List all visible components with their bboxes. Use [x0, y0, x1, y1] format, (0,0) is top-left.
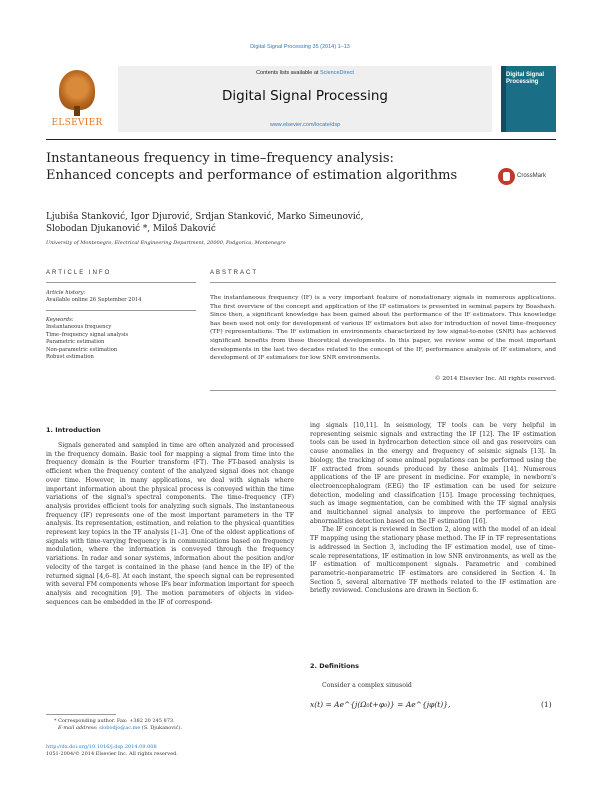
email-name: (S. Djukanović). — [140, 725, 183, 731]
journal-url-link[interactable]: www.elsevier.com/locate/dsp — [269, 122, 341, 128]
cover-title: Digital Signal Processing — [506, 72, 545, 85]
keyword: Robust estimation — [46, 354, 94, 361]
definitions-intro: Consider a complex sinusoid — [322, 682, 412, 689]
equation-1: x(t) = Ae^{j(Ω₀t+φ₀)} = Ae^{jφ(t)}, — [310, 700, 451, 709]
journal-cover — [501, 66, 556, 132]
affiliation: University of Montenegro, Electrical Engineering Department, 20000, Podgorica, Montenegro — [46, 240, 286, 246]
crossmark-icon — [498, 168, 515, 185]
intro-paragraph-3: The IF concept is reviewed in Section 2, along with the model of an ideal TF mapping using the stationary phase method. The IF in TF representations is addressed in Section 3, including the IF estimation model, use of time–scale representations, IF estimation in low SNR environments, as well as the IF estimation of multicomponent signals. Parametric and combined parametric–nonparametric IF estimators are considered in Section 4. In Section 5, several alternative TF methods related to the IF estimation are briefly reviewed. Conclusions are drawn in Section 6. — [310, 526, 556, 595]
email-note — [46, 725, 294, 732]
abstract-heading: ABSTRACT — [210, 270, 259, 276]
crossmark-badge[interactable] — [498, 168, 550, 188]
footnotes — [46, 718, 294, 732]
keyword: Non-parametric estimation — [46, 346, 118, 353]
tree-trunk — [74, 106, 80, 116]
corresponding-author-note: * Corresponding author. Fax: +382 20 245 873. — [54, 718, 175, 724]
publication-meta — [46, 744, 306, 758]
keyword: Parametric estimation — [46, 339, 105, 346]
intro-paragraph-1: Signals generated and sampled in time are often analyzed and processed in the frequency domain. Basic tool for mapping a signal from time into the frequency domain is the Fourier transform (FT). The FT-based analysis is efficient when the frequency content of the analyzed signal does not change over time. However, in many applications, we deal with signals where important information about the physical process is conveyed within the time variations of the signal's spectral components. The time–frequency (TF) analysis provides efficient tools for analyzing such signals. The instantaneous frequency (IF) represents one of the most important parameters in the TF analysis. Its representation, estimation, and relation to the physical quantities represent key topics in the TF analysis [1–3]. One of the oldest applications of signals with time-varying frequency is in communications based on frequency modulation, where the information is conveyed through the frequency variations. In radar and sonar systems, information about the position and/or velocity of the target is contained in the phase (and hence in the IF) of the returned signal [4,6–8]. At each instant, the speech signal can be represented with several FM components whose IFs bear information important for speech analysis and recognition [9]. The motion parameters of objects in video-sequences can be embedded in the IF of correspond- — [46, 442, 294, 606]
contents-line — [118, 70, 492, 76]
intro-paragraph-2: ing signals [10,11]. In seismology, TF tools can be very helpful in representing seismic signals and extracting the IF [12]. The IF estimation tools can be used in hydrocarbon detection since oil and gas reservoirs can cause anomalies in the energy and frequency of seismic signals [13]. In biology, the tracking of some animal populations can be performed using the IF extracted from sounds produced by these animals [14]. Numerous applications of the IF are present in medicine. For example, in newborn's electroencephalogram (EEG) the IF estimation can be used for seizure detection, modeling and classification [15]. Image processing techniques, such as image segmentation, can be combined with the TF signal analysis and multichannel signal analysis to improve the performance of EEG abnormalities detection based on the IF estimation [16]. — [310, 422, 556, 525]
history-value: Available online 26 September 2014 — [46, 297, 142, 304]
sciencedirect-link[interactable]: ScienceDirect — [319, 70, 354, 76]
section-1-heading: 1. Introduction — [46, 426, 101, 434]
doi-link[interactable]: http://dx.doi.org/10.1016/j.dsp.2014.09.008 — [46, 744, 157, 750]
history-rule — [46, 310, 196, 311]
footnote-rule — [46, 714, 116, 715]
left-column-text — [46, 442, 294, 607]
journal-banner — [118, 66, 492, 132]
title-line-2: Enhanced concepts and performance of estimation algorithms — [46, 167, 458, 183]
history-label: Article history: — [46, 290, 86, 296]
authors — [46, 211, 446, 235]
article-info-heading: ARTICLE INFO — [46, 270, 112, 276]
abstract-bottom-rule — [210, 390, 556, 391]
keyword: Time–frequency signal analysis — [46, 331, 129, 338]
elsevier-logo — [46, 66, 108, 132]
article-title — [46, 151, 466, 184]
article-history — [46, 290, 196, 305]
issn-line: 1051-2004/© 2014 Elsevier Inc. All rights reserved. — [46, 751, 178, 757]
keywords-label: Keywords: — [46, 317, 74, 323]
email-link[interactable]: slobodjo@ac.me — [99, 725, 141, 731]
crossmark-label: CrossMark — [517, 173, 547, 179]
contents-prefix: Contents lists available at — [256, 70, 320, 76]
journal-citation-line[interactable]: Digital Signal Processing 35 (2014) 1–13 — [250, 44, 350, 50]
elsevier-tree-icon — [59, 70, 95, 110]
right-column-text — [310, 422, 556, 596]
section-2-heading: 2. Definitions — [310, 662, 360, 670]
email-label: E-mail address: — [58, 725, 100, 731]
keywords-block — [46, 317, 196, 361]
abstract-copyright: © 2014 Elsevier Inc. All rights reserved. — [434, 376, 556, 382]
publisher-name: ELSEVIER — [51, 118, 103, 128]
journal-title: Digital Signal Processing — [222, 88, 388, 104]
authors-line-1: Ljubiša Stanković, Igor Djurović, Srdjan Stanković, Marko Simeunović, — [46, 212, 364, 222]
abstract-rule — [210, 282, 556, 283]
title-line-1: Instantaneous frequency in time–frequency analysis: — [46, 151, 394, 166]
keyword: Instantaneous frequency — [46, 324, 112, 331]
header-rule — [46, 139, 556, 140]
abstract-text: The instantaneous frequency (IF) is a very important feature of nonstationary signals in numerous applications. The first overview of the concept and application of the IF estimators is presented in seminal papers by Boashash. Since then, a significant knowledge has been gained about the performance of the IF estimators. This knowledge has been used not only for development of various IF estimators but also for introduction of novel time–frequency (TF) representations. The IF estimation in environments characterized by low signal-to-noise (SNR) has achieved significant benefits from these theoretical developments. In this paper, we review some of the most important developments in the last two decades related to the concept of the IF, performance analysis of IF estimators, and development of IF estimators for low SNR environments. — [210, 295, 556, 362]
info-rule — [46, 282, 196, 283]
masthead — [46, 66, 556, 136]
equation-number: (1) — [541, 700, 552, 709]
authors-line-2: Slobodan Djukanović *, Miloš Daković — [46, 224, 216, 234]
